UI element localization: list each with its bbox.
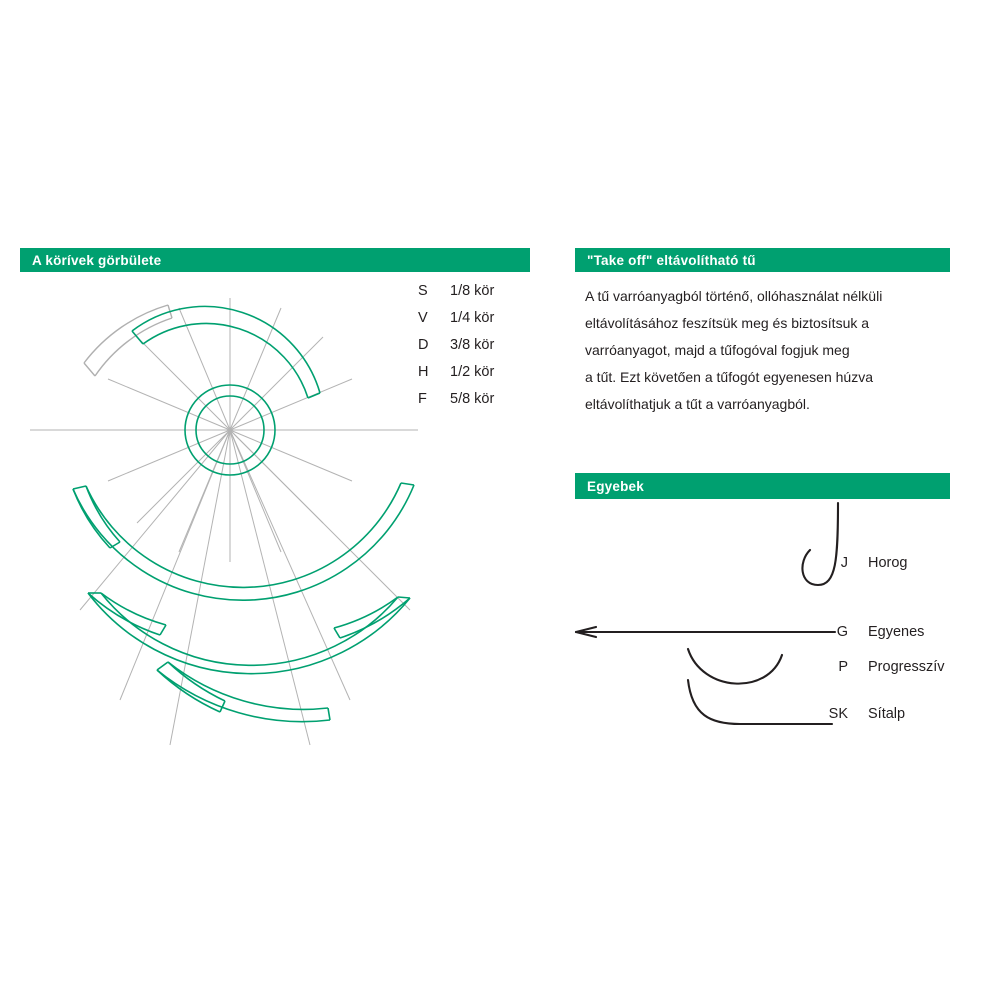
progressive-needle-icon: [688, 649, 782, 684]
takeoff-line: eltávolíthatjuk a tűt a varróanyagból.: [585, 396, 810, 412]
other-code-g: G: [836, 624, 848, 640]
legend-code: D: [418, 337, 429, 353]
legend-code: H: [418, 364, 429, 380]
takeoff-paragraph: [585, 283, 945, 418]
legend-label: 1/8 kör: [450, 283, 495, 299]
arc-5-8: [157, 662, 330, 722]
legend-code: F: [418, 391, 427, 407]
curvature-legend: [418, 283, 538, 418]
ski-tip-needle-icon: [688, 680, 832, 724]
other-code-sk: SK: [828, 706, 848, 722]
legend-label: 3/8 kör: [450, 337, 495, 353]
legend-label: 5/8 kör: [450, 391, 495, 407]
legend-label: 1/4 kör: [450, 310, 495, 326]
legend-item: [418, 310, 538, 337]
other-label-horog: Horog: [868, 555, 908, 571]
takeoff-line: eltávolításához feszítsük meg és biztosítsuk a: [585, 315, 870, 331]
takeoff-line: A tű varróanyagból történő, ollóhasználat nélküli: [585, 288, 883, 304]
arc-3-8: [73, 483, 414, 600]
legend-code: V: [418, 310, 428, 326]
section-header-others: [575, 473, 950, 499]
other-label-egyenes: Egyenes: [868, 624, 925, 640]
other-label-sitalp: Sítalp: [868, 706, 906, 722]
section-title-others: Egyebek: [587, 478, 644, 494]
curvature-fan-diagram: [20, 280, 440, 750]
hook-needle-icon: [802, 503, 838, 585]
takeoff-line: varróanyagot, majd a tűfogóval fogjuk meg: [585, 342, 850, 358]
arc-1-2: [88, 593, 410, 674]
section-title-curvature: A körívek görbülete: [32, 252, 162, 268]
legend-item: [418, 337, 538, 364]
section-header-curvature: [20, 248, 530, 272]
legend-item: [418, 391, 538, 418]
legend-code: S: [418, 283, 428, 299]
legend-label: 1/2 kör: [450, 364, 495, 380]
arc-1-4: [132, 306, 320, 398]
other-code-j: J: [840, 555, 848, 571]
other-code-p: P: [838, 659, 848, 675]
radial-guide-lines: [30, 298, 418, 745]
legend-item: [418, 283, 538, 310]
other-label-progressziv: Progresszív: [868, 659, 945, 675]
takeoff-line: a tűt. Ezt követően a tűfogót egyenesen húzva: [585, 369, 873, 385]
section-header-takeoff: [575, 248, 950, 272]
legend-item: [418, 364, 538, 391]
section-title-takeoff: "Take off" eltávolítható tű: [587, 252, 756, 268]
